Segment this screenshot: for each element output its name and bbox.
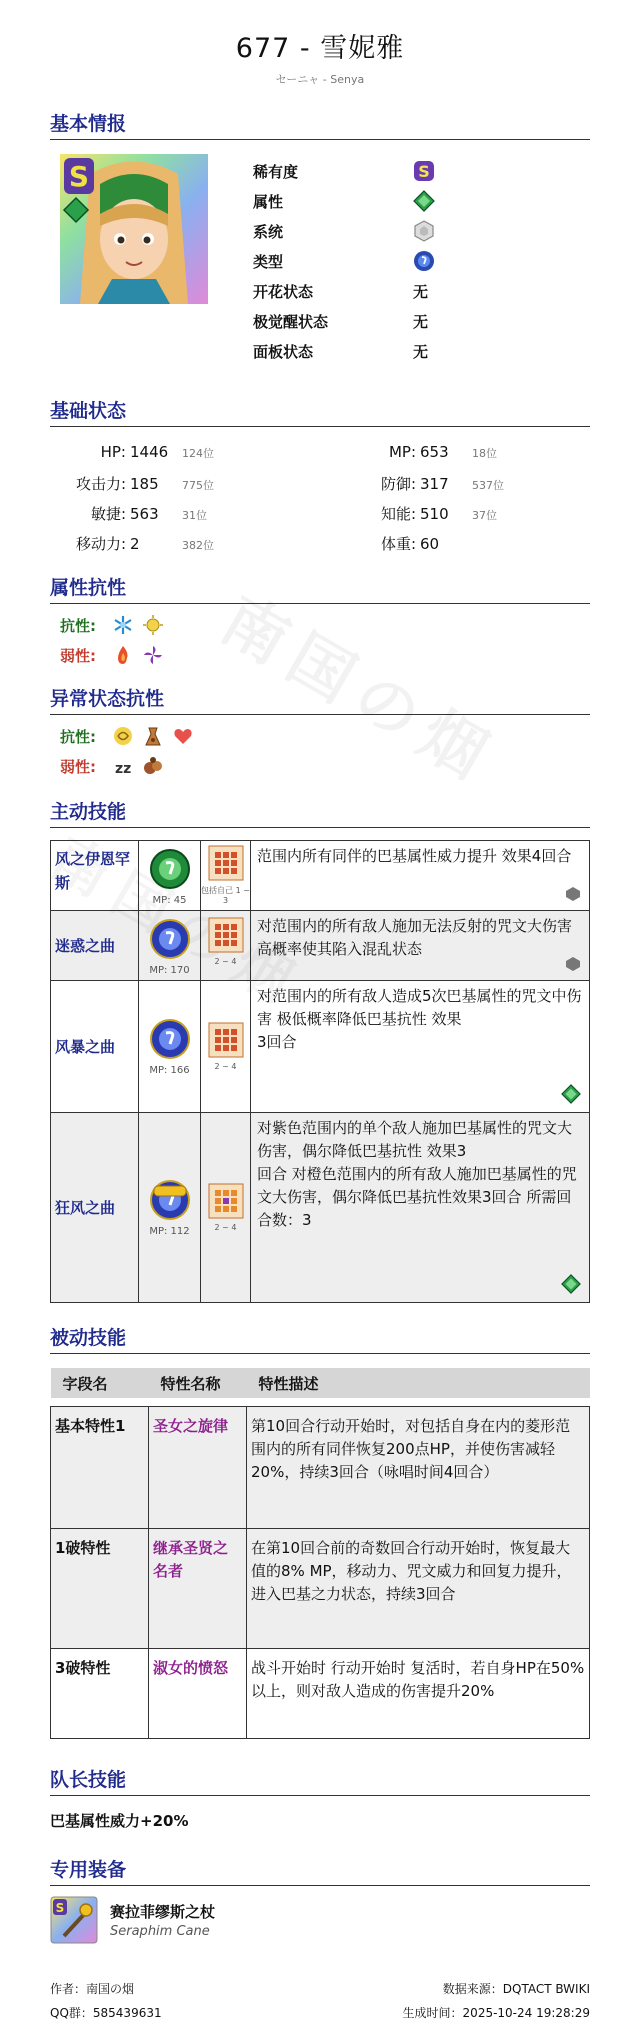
fire-icon (112, 644, 134, 666)
passive-name: 淑女的愤怒 (149, 1648, 247, 1738)
skill-row: 风之伊恩罕斯 MP: 45 包括自己 1 ~ 3 范围内所有同伴的巴基属性威力提升 效果4回合 (51, 841, 590, 911)
passive-name: 继承圣贤之名者 (149, 1528, 247, 1648)
system-icon (565, 886, 581, 902)
footer-generated: 生成时间：2025-10-24 19:28:29 (402, 2005, 590, 2020)
equipment-item[interactable] (50, 1896, 590, 1944)
footer-qq: QQ群：585439631 (50, 2005, 162, 2020)
passive-key: 1破特性 (51, 1528, 149, 1648)
rank-s-icon (413, 160, 435, 182)
equipment-name: 赛拉菲缪斯之杖 (110, 1902, 216, 1921)
skill-name: 风暴之曲 (51, 981, 139, 1113)
page-footer (50, 1980, 590, 2030)
basic-info-table (253, 156, 443, 366)
element-weak-row: 弱性: (60, 640, 590, 670)
spell-skill-icon (148, 917, 192, 961)
spell-skill-icon (148, 1017, 192, 1061)
stat-mp: MP: 653 18位 (388, 443, 497, 461)
skill-row: 狂风之曲 MP: 112 2 ~ 4 对紫色范围内的单个敌人施加巴基属性的咒文大伤害，偶尔降低巴基抗性 效果3 回合 对橙色范围内的所有敌人施加巴基属性的咒文大伤害，偶尔降低巴基抗性效果3回合 所需回合数：3 (51, 1113, 590, 1303)
charm-icon (172, 725, 194, 747)
wind-buff-skill-icon (148, 847, 192, 891)
range-grid-icon (208, 1022, 244, 1058)
stat-agility: 敏捷: 563 31位 (90, 505, 207, 523)
poison-icon (142, 725, 164, 747)
skill-name: 狂风之曲 (51, 1113, 139, 1303)
confusion-icon (112, 725, 134, 747)
dark-icon (142, 644, 164, 666)
info-row-awakening: 极觉醒状态 无 (253, 312, 429, 331)
section-title-leader: 队长技能 (50, 1765, 590, 1796)
range-grid-icon (208, 845, 244, 881)
section-title-active: 主动技能 (50, 797, 590, 828)
info-row-rarity: 稀有度 S (253, 156, 443, 186)
system-icon (565, 956, 581, 972)
table-row (51, 1648, 590, 1738)
passive-key: 3破特性 (51, 1648, 149, 1738)
passive-desc: 在第10回合前的奇数回合行动开始时，恢复最大值的8% MP，移动力、咒文威力和回复力提升，进入巴基之力状态，持续3回合 (247, 1528, 590, 1648)
svg-text:S: S (68, 160, 90, 193)
column-header: 特性描述 (247, 1368, 590, 1398)
status-weak-row: 弱性: zz (60, 751, 590, 781)
skill-row: 风暴之曲 MP: 166 2 ~ 4 对范围内的所有敌人造成5次巴基属性的咒文中伤害 极低概率降低巴基抗性 效果 3回合 (51, 981, 590, 1113)
wind-element-icon (413, 190, 435, 212)
sleep-icon (112, 755, 134, 777)
character-portrait (60, 154, 208, 304)
skill-name: 迷惑之曲 (51, 911, 139, 981)
stat-defense: 防御: 317 537位 (380, 475, 504, 493)
info-row-type: 类型 (253, 246, 443, 276)
range-grid-icon (208, 917, 244, 953)
info-row-element: 属性 (253, 186, 443, 216)
active-skill-table (50, 840, 590, 1303)
passive-skill-section (50, 1323, 590, 1739)
info-row-panel: 面板状态 无 (253, 342, 429, 361)
skill-name: 风之伊恩罕斯 (51, 841, 139, 911)
status-resist-row: 抗性: (60, 721, 590, 751)
svg-text:S: S (55, 1900, 65, 1915)
section-title-basic: 基本情报 (50, 109, 590, 140)
stat-attack: 攻击力: 185 775位 (75, 475, 214, 493)
equipment-name-en: Seraphim Cane (110, 1923, 210, 1939)
table-row (51, 1528, 590, 1648)
staff-icon (50, 1896, 98, 1944)
wind-element-icon (561, 1274, 581, 1294)
paralysis-icon (142, 755, 164, 777)
skill-description: 对紫色范围内的单个敌人施加巴基属性的咒文大伤害，偶尔降低巴基抗性 效果3 回合 对橙色范围内的所有敌人施加巴基属性的咒文大伤害，偶尔降低巴基抗性效果3回合 所需回合数：3 (257, 1119, 577, 1229)
page-title: 677 - 雪妮雅 (235, 33, 405, 64)
footer-source: 数据来源：DQTACT BWIKI (442, 1981, 590, 1996)
skill-description: 对范围内的所有敌人施加无法反射的咒文大伤害 高概率使其陷入混乱状态 (257, 917, 573, 958)
leader-skill-section (50, 1765, 590, 1831)
section-title-element-res: 属性抗性 (50, 573, 590, 604)
column-header: 字段名 (51, 1368, 149, 1398)
skill-description: 对范围内的所有敌人造成5次巴基属性的咒文中伤害 极低概率降低巴基抗性 效果 3回合 (257, 987, 582, 1051)
passive-desc: 第10回合行动开始时，对包括自身在内的菱形范围内的所有同伴恢复200点HP，并使伤害减轻20%，持续3回合（咏唱时间4回合） (247, 1406, 590, 1528)
stat-hp: HP: 1446 124位 (100, 443, 214, 461)
passive-name: 圣女之旋律 (149, 1406, 247, 1528)
stats-grid (50, 443, 590, 555)
stat-intelligence: 知能: 510 37位 (380, 505, 497, 523)
basic-info-section (50, 109, 590, 366)
element-res-section (50, 573, 590, 670)
info-row-bloom: 开花状态 无 (253, 282, 429, 301)
spell-type-icon (413, 250, 435, 272)
special-spell-skill-icon (148, 1178, 192, 1222)
equipment-section (50, 1855, 590, 1944)
stats-section (50, 396, 590, 555)
svg-text:S: S (418, 162, 430, 181)
svg-text:zz: zz (115, 761, 132, 777)
passive-header-row (51, 1368, 590, 1398)
light-icon (142, 614, 164, 636)
column-header: 特性名称 (149, 1368, 247, 1398)
wind-element-icon (561, 1084, 581, 1104)
table-row (51, 1406, 590, 1528)
section-title-status-res: 异常状态抗性 (50, 684, 590, 715)
section-title-equip: 专用装备 (50, 1855, 590, 1886)
section-title-passive: 被动技能 (50, 1323, 590, 1354)
page-header (0, 0, 640, 87)
active-skill-section (50, 797, 590, 1303)
footer-author: 作者：南国の烟 (50, 1981, 135, 1996)
section-title-stats: 基础状态 (50, 396, 590, 427)
leader-skill-text: 巴基属性威力+20% (50, 1811, 189, 1830)
system-icon (413, 220, 435, 242)
stat-weight: 体重: 60 (380, 535, 440, 553)
watermark: 南国の烟 (208, 583, 510, 800)
element-resist-row: 抗性: (60, 610, 590, 640)
skill-row: 迷惑之曲 MP: 170 2 ~ 4 对范围内的所有敌人施加无法反射的咒文大伤害 高概率使其陷入混乱状态 (51, 911, 590, 981)
ice-icon (112, 614, 134, 636)
passive-skill-table (50, 1368, 590, 1739)
stat-movement: 移动力: 2 382位 (75, 535, 214, 553)
passive-desc: 战斗开始时 行动开始时 复活时，若自身HP在50%以上，则对敌人造成的伤害提升20% (247, 1648, 590, 1738)
status-res-section (50, 684, 590, 781)
info-row-system: 系统 (253, 216, 443, 246)
skill-description: 范围内所有同伴的巴基属性威力提升 效果4回合 (257, 847, 572, 865)
passive-key: 基本特性1 (51, 1406, 149, 1528)
range-grid-icon (208, 1183, 244, 1219)
page-subtitle: セーニャ - Senya (275, 73, 365, 86)
